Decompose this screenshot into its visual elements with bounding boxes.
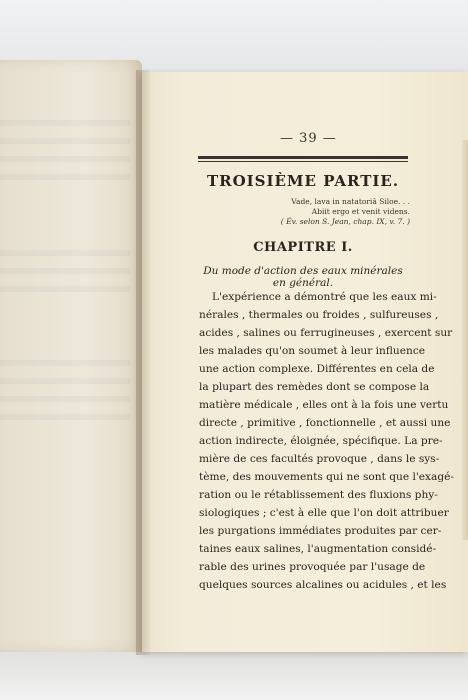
- show-through-text: [0, 120, 130, 126]
- epigraph-line: Abiit ergo et venit videns.: [311, 207, 410, 216]
- show-through-text: [0, 138, 130, 144]
- text-line: ration ou le rétablissement des fluxions phy-: [199, 489, 438, 501]
- book-gutter: [136, 70, 150, 655]
- epigraph-citation: ( Év. selon S. Jean, chap. IX, v. 7. ): [280, 217, 410, 226]
- show-through-text: [0, 156, 130, 162]
- text-line: rable des urines provoquée par l'usage de: [199, 561, 426, 573]
- chapter-title: CHAPITRE I.: [253, 240, 353, 255]
- text-line: L'expérience a démontré que les eaux mi-: [212, 291, 437, 303]
- part-title: TROISIÈME PARTIE.: [206, 172, 400, 190]
- page-edge: [462, 140, 468, 540]
- show-through-text: [0, 360, 130, 366]
- title-rule-thin: [198, 161, 408, 162]
- text-line: mière de ces facultés provoque , dans le sys-: [199, 453, 440, 465]
- text-line: matière médicale , elles ont à la fois une vertu: [199, 399, 449, 411]
- page-number: — 39 —: [280, 131, 337, 146]
- text-line: directe , primitive , fonctionnelle , et aussi une: [199, 417, 451, 429]
- show-through-text: [0, 396, 130, 402]
- text-line: tème, des mouvements qui ne sont que l'exagé-: [199, 471, 454, 483]
- text-line: les purgations immédiates produites par cer-: [199, 525, 442, 537]
- text-line: taines eaux salines, l'augmentation considé-: [199, 543, 437, 555]
- text-line: quelques sources alcalines ou acidules , et les: [199, 579, 447, 591]
- left-page: [0, 60, 142, 652]
- show-through-text: [0, 174, 130, 180]
- title-rule-thick: [198, 156, 408, 159]
- text-line: siologiques ; c'est à elle que l'on doit attribuer: [199, 507, 449, 519]
- text-line: acides , salines ou ferrugineuses , exercent sur: [199, 327, 453, 339]
- text-line: les malades qu'on soumet à leur influence: [199, 345, 426, 357]
- show-through-text: [0, 268, 130, 274]
- text-line: nérales , thermales ou froides , sulfureuses ,: [199, 309, 439, 321]
- chapter-subtitle: Du mode d'action des eaux minérales en général.: [203, 265, 403, 289]
- text-line: une action complexe. Différentes en cela de: [199, 363, 435, 375]
- text-line: action indirecte, éloignée, spécifique. La pre-: [199, 435, 443, 447]
- show-through-text: [0, 286, 130, 292]
- epigraph-line: Vade, lava in natatoriâ Siloe. . .: [291, 197, 410, 206]
- show-through-text: [0, 250, 130, 256]
- show-through-text: [0, 414, 130, 420]
- show-through-text: [0, 378, 130, 384]
- text-line: la plupart des remèdes dont se compose la: [199, 381, 430, 393]
